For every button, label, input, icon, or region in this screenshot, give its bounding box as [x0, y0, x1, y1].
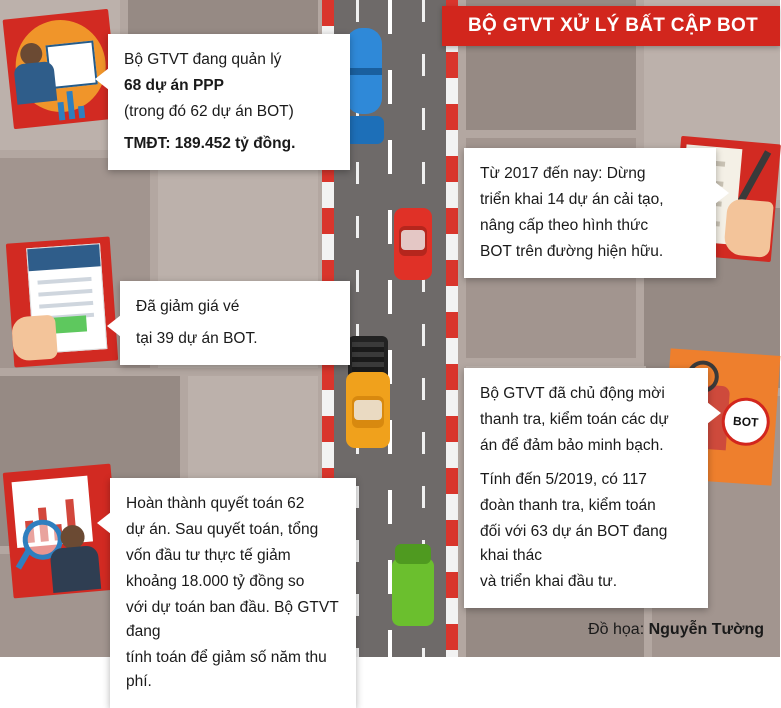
callout-line: Bộ GTVT đã chủ động mời: [480, 385, 665, 402]
callout-line: Hoàn thành quyết toán 62: [126, 495, 305, 512]
callout-line: (trong đó 62 dự án BOT): [124, 103, 294, 121]
page-title: BỘ GTVT XỬ LÝ BẤT CẬP BOT: [442, 6, 780, 46]
red-car-icon: [394, 208, 432, 280]
callout-ppp-projects: [108, 34, 350, 170]
callout-line: vốn đầu tư thực tế giảm: [126, 547, 291, 565]
green-truck-icon: [392, 544, 434, 626]
callout-line: Đã giảm giá vé: [136, 298, 240, 315]
callout-line: Tính đến 5/2019, có 117: [480, 471, 647, 489]
callout-line: nâng cấp theo hình thức: [480, 217, 649, 235]
callout-line: với dự toán ban đầu. Bộ GTVT đang: [126, 599, 339, 641]
callout-line: dự án. Sau quyết toán, tổng: [126, 521, 319, 539]
road-edge-right: [446, 0, 458, 657]
callout-line: khoảng 18.000 tỷ đồng so: [126, 573, 305, 591]
credit-label: Đồ họa:: [588, 621, 645, 638]
callout-fee-reduction: [120, 281, 350, 365]
callout-line: Từ 2017 đến nay: Dừng: [480, 165, 646, 182]
illustration-toll-ticket: [6, 237, 118, 368]
credit-line: [588, 621, 764, 639]
callout-line: án để đảm bảo minh bạch.: [480, 437, 664, 455]
callout-line: đối với 63 dự án BOT đang khai thác: [480, 523, 668, 565]
callout-stopped-projects: [464, 148, 716, 278]
callout-line: tính toán để giảm số năm thu phí.: [126, 649, 327, 691]
bot-sign-label: BOT: [720, 396, 771, 447]
credit-author: Nguyễn Tường: [648, 621, 764, 638]
callout-inspection: [464, 368, 708, 608]
callout-line: Bộ GTVT đang quản lý: [124, 51, 282, 68]
callout-line: và triển khai đầu tư.: [480, 573, 618, 591]
callout-line: thanh tra, kiểm toán các dự: [480, 411, 669, 429]
callout-line: BOT trên đường hiện hữu.: [480, 243, 664, 261]
callout-line: triển khai 14 dự án cải tạo,: [480, 191, 664, 209]
callout-settlement: [110, 478, 356, 708]
callout-line: 68 dự án PPP: [124, 77, 224, 95]
blue-tanker-truck-icon: [344, 20, 384, 144]
orange-car-icon: [346, 372, 390, 448]
callout-line: đoàn thanh tra, kiểm toán: [480, 497, 656, 515]
callout-line: tại 39 dự án BOT.: [136, 330, 258, 348]
callout-line: TMĐT: 189.452 tỷ đồng.: [124, 135, 296, 153]
